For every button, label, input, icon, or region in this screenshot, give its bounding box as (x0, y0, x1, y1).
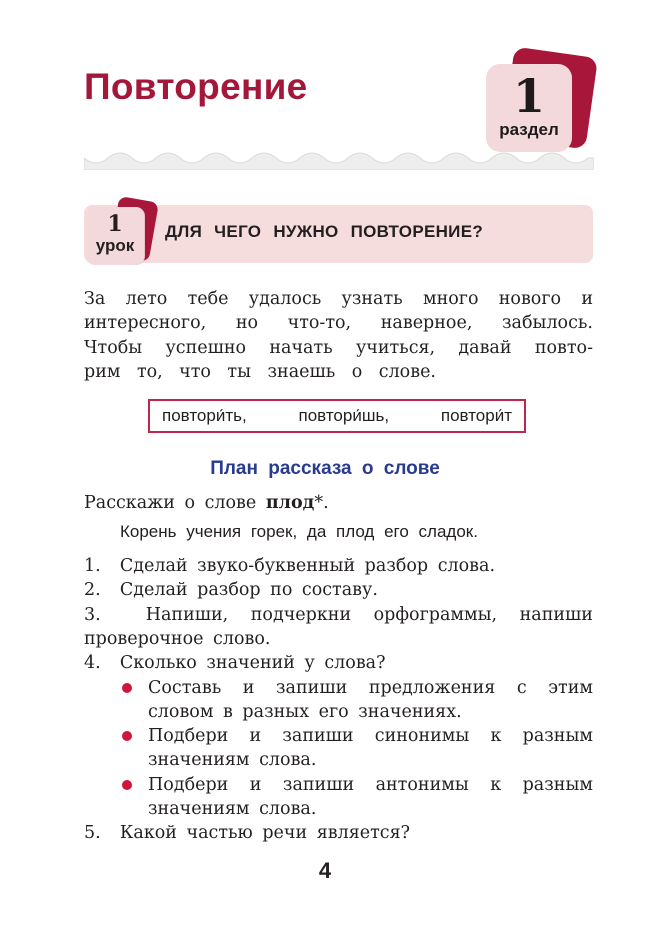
section-title: Повторение (84, 66, 308, 107)
plan-item (84, 651, 593, 675)
plan-item (84, 578, 593, 602)
item-number: 3. (84, 605, 101, 625)
bullet-icon (122, 731, 132, 741)
word-form: повтори́т (440, 406, 512, 425)
lesson-label: урок (95, 236, 135, 255)
lesson-title: ДЛЯ ЧЕГО НУЖНО ПОВТОРЕНИЕ? (165, 222, 484, 241)
item-number: 4. (84, 653, 101, 673)
intro-line: Чтобы успешно начать учиться, давай повто- (84, 338, 593, 358)
item-number: 2. (84, 580, 101, 600)
bullet-line: словом в разных его значениях. (148, 702, 462, 722)
plan-item (84, 821, 593, 845)
task-word: плод (265, 493, 315, 513)
intro-line: За лето тебе удалось узнать много нового и (84, 289, 593, 309)
bullet-icon (122, 683, 132, 693)
item-number: 1. (84, 556, 101, 576)
page-number: 4 (318, 858, 332, 883)
lesson-number: 1 (107, 211, 123, 237)
item-number: 5. (84, 823, 101, 843)
word-forms-box (148, 399, 526, 433)
bullet-icon (122, 780, 132, 790)
section-label: раздел (499, 120, 559, 139)
intro-line: рим то, что ты знаешь о слове. (84, 362, 436, 382)
plan-item-cont: проверочное слово. (84, 629, 271, 649)
plan-item (84, 554, 593, 578)
bullet-line: значениям слова. (148, 750, 317, 770)
lesson-badge (86, 207, 144, 265)
bullet-line: Составь и запиши предложения с этим (148, 678, 593, 698)
section-number: 1 (512, 69, 545, 123)
proverb: Корень учения горек, да плод его сладок. (120, 522, 478, 541)
wavy-divider (84, 152, 594, 170)
item-text: Сколько значений у слова? (119, 653, 386, 673)
item-text: Сделай звуко-буквенный разбор слова. (119, 556, 496, 576)
bullet-line: Подбери и запиши антонимы к разным (148, 775, 593, 795)
word-form: повтори́ть, (162, 406, 247, 425)
plan-heading: План рассказа о слове (210, 458, 440, 479)
plan-item (84, 603, 593, 627)
bullet-line: значениям слова. (148, 799, 317, 819)
item-text: Напиши, подчеркни орфограммы, напиши (145, 605, 593, 625)
task-line (84, 491, 593, 515)
word-form: повтори́шь, (298, 406, 390, 425)
intro-line: интересного, но что-то, наверное, забылось. (84, 313, 593, 333)
bullet-line: Подбери и запиши синонимы к разным (148, 726, 593, 746)
task-suffix: *. (314, 493, 329, 513)
item-text: Сделай разбор по составу. (119, 580, 378, 600)
task-text: Расскажи о слове (84, 493, 266, 513)
item-text: Какой частью речи является? (119, 823, 410, 843)
section-badge (486, 64, 572, 152)
